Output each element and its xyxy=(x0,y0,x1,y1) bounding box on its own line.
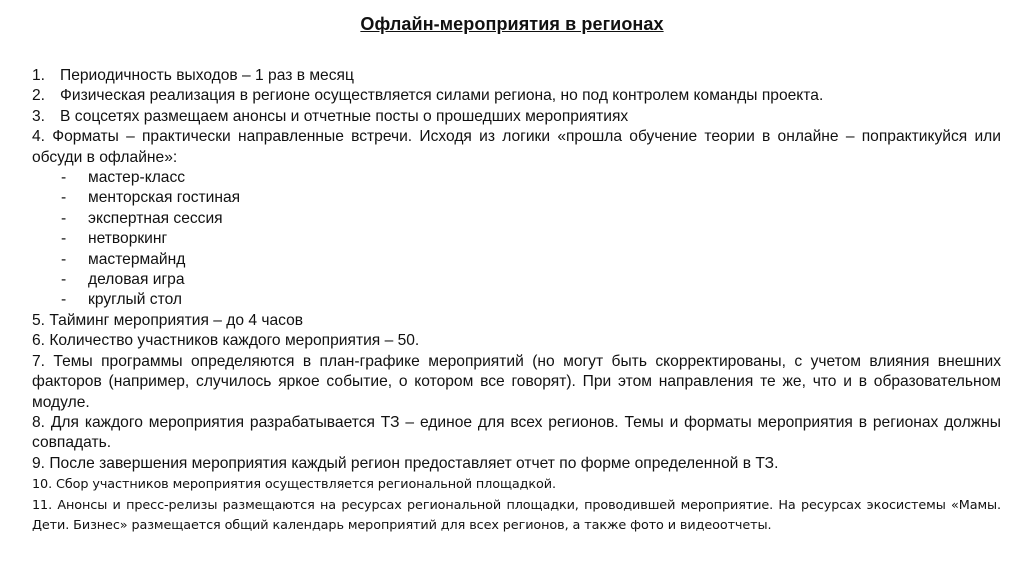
list-item xyxy=(32,229,1001,249)
item-7: 7. Темы программы определяются в план-графике мероприятий (но могут быть скорректированы, с учетом влияния внешних факторов (например, случилось яркое событие, о котором все говорят). При этом направления те же, что и в образовательном модуле. xyxy=(32,352,1001,411)
page-title: Офлайн-мероприятия в регионах xyxy=(360,14,664,34)
bullet-dash: - xyxy=(61,230,67,248)
format-label: мастер-класс xyxy=(88,169,186,187)
item-3-number: 3. xyxy=(32,107,46,125)
item-8: 8. Для каждого мероприятия разрабатывается ТЗ – единое для всех регионов. Темы и форматы мероприятия в регионах должны совпадать. xyxy=(32,413,1001,452)
item-3 xyxy=(32,107,1001,127)
list-item xyxy=(32,250,1001,270)
item-4: 4. Форматы – практически направленные встречи. Исходя из логики «прошла обучение теории в онлайне – попрактикуйся или обсуди в офлайне»: xyxy=(32,128,1001,166)
item-1-number: 1. xyxy=(32,67,46,84)
item-1 xyxy=(32,66,1001,86)
format-label: нетворкинг xyxy=(88,230,168,248)
formats-list xyxy=(32,168,1001,311)
bullet-dash: - xyxy=(61,250,67,268)
item-1-text: Периодичность выходов – 1 раз в месяц xyxy=(60,67,354,84)
format-label: деловая игра xyxy=(88,271,185,289)
list-item xyxy=(32,290,1001,310)
bullet-dash: - xyxy=(61,169,67,187)
format-label: экспертная сессия xyxy=(88,209,223,227)
bullet-dash: - xyxy=(61,271,67,289)
item-11: 11. Анонсы и пресс-релизы размещаются на ресурсах региональной площадки, проводившей мероприятие. На ресурсах экосистемы «Мамы. Дети. Бизнес» размещается общий календарь мероприятий для всех регионов, а также фото и видеоотчеты. xyxy=(32,497,1001,534)
content-body xyxy=(32,66,1001,537)
item-3-text: В соцсетях размещаем анонсы и отчетные посты о прошедших мероприятиях xyxy=(60,107,629,125)
bullet-dash: - xyxy=(61,291,67,309)
item-2-text: Физическая реализация в регионе осуществляется силами региона, но под контролем команды проекта. xyxy=(60,87,824,105)
list-item xyxy=(32,188,1001,208)
item-9: 9. После завершения мероприятия каждый регион предоставляет отчет по форме определенной в ТЗ. xyxy=(32,454,779,472)
item-2 xyxy=(32,86,1001,106)
format-label: круглый стол xyxy=(88,291,183,309)
item-2-number: 2. xyxy=(32,87,46,105)
bullet-dash: - xyxy=(61,209,67,227)
format-label: мастермайнд xyxy=(88,250,186,268)
format-label: менторская гостиная xyxy=(88,189,241,207)
item-5: 5. Тайминг мероприятия – до 4 часов xyxy=(32,311,304,329)
item-10: 10. Сбор участников мероприятия осуществляется региональной площадкой. xyxy=(32,477,556,493)
list-item xyxy=(32,270,1001,290)
list-item xyxy=(32,168,1001,188)
bullet-dash: - xyxy=(61,189,67,207)
list-item xyxy=(32,209,1001,229)
item-6: 6. Количество участников каждого мероприятия – 50. xyxy=(32,332,420,350)
